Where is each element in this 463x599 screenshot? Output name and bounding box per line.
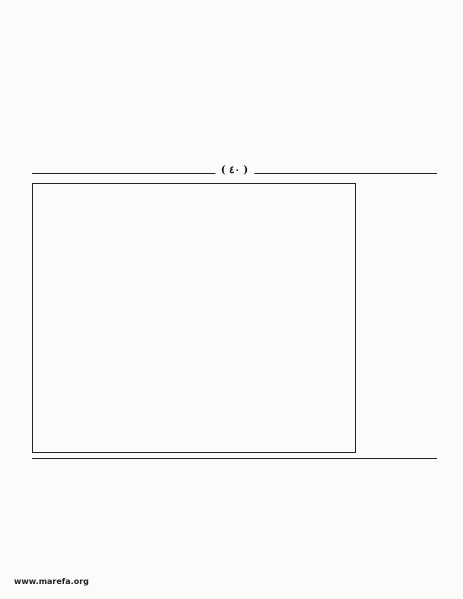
page-number: ( ٤٠ ) xyxy=(215,165,254,176)
page-number-rule xyxy=(32,165,437,178)
notes-divider xyxy=(32,458,437,459)
margin-notes-column xyxy=(363,183,437,451)
footer-url: www.marefa.org xyxy=(14,577,89,586)
top-commentary-block xyxy=(32,22,437,162)
bottom-notes-block xyxy=(32,464,437,564)
main-frame xyxy=(32,183,437,453)
main-text-box xyxy=(32,183,356,453)
main-text xyxy=(39,190,349,446)
